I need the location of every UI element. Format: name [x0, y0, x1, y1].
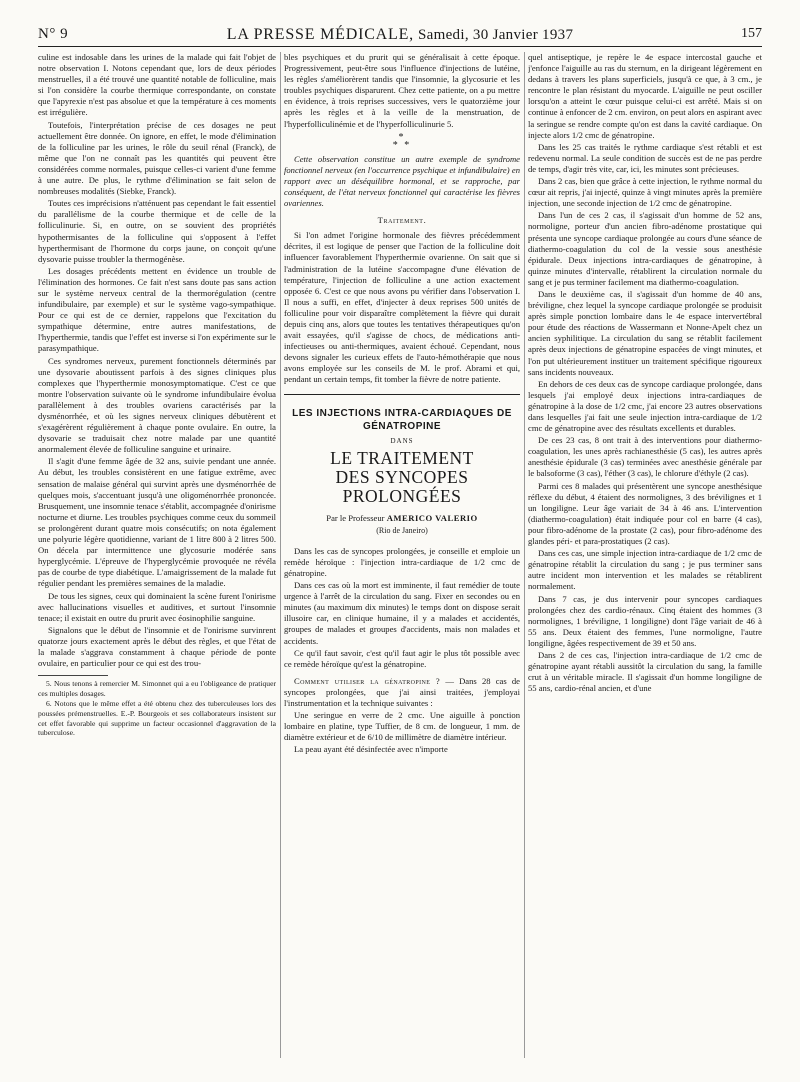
paragraph: En dehors de ces deux cas de syncope cardiaque prolongée, dans lesquels j'ai employé deux injections intra-cardiaques de génatropine à la dose de 1/2 cmc, j'ai encore 23 autres observations dans lesquelles j'ai fait une seule injection intra-cardiaque de 1/2 cmc de génatropine avec des résultats excellents et durables.: [528, 378, 762, 434]
section-asterism: * * *: [392, 131, 412, 151]
footnote: 6. Notons que le même effet a été obtenu chez des tuberculeuses lors des poussées prémenstruelles. E.-P. Bourgeois et ses collaborateurs insistent sur cet effet favorable qui supprime un facteur occasionnel d'aggravation de la tuberculose.: [38, 699, 276, 738]
paragraph: Les dosages précédents mettent en évidence un trouble de l'élimination des hormones. Ce fait n'est sans doute pas sans action sur le système nerveux central de la thermorégulation (centre infundibulaire, par exemple) et sur le système vago-sympathique. Pour ce qui est de ce dernier, rappelons que l'excitation du sympathique détermine, entre autres manifestations, de l'hyperthermie, tandis que l'effet est inverse si l'on expérimente sur le parasympathique.: [38, 265, 276, 354]
conclusion-italic: [284, 154, 520, 209]
paragraph: Parmi ces 8 malades qui présentèrent une syncope anesthésique réflexe du début, 4 étaient des normolignes, 3 des brévilignes et 1 un longiligne. Leur âge variait de 34 à 46 ans. L'intervention (diathermo-coagulation) était indiquée pour col en barre (4 cas), pour fibro-adénome de la prostate (2 cas), pour fibro-adénome des glandes péri- et para-prostatiques (2 cas).: [528, 480, 762, 547]
paragraph: De tous les signes, ceux qui dominaient la scène furent l'onirisme avec hallucinations visuelles et auditives, et surtout l'insomnie tenace; il existait en outre du prurit avec éosinophilie sanguine.: [38, 590, 276, 623]
paragraph: [284, 676, 520, 709]
column-2: [284, 52, 520, 1064]
paragraph: Dans 2 cas, bien que grâce à cette injection, le rythme normal du cœur ait repris, j'ai injecté, quinze à vingt minutes après la première injection, une seconde injection de 1/2 cmc de génatropine.: [528, 176, 762, 209]
paragraph: Dans 2 de ces cas, l'injection intra-cardiaque de 1/2 cmc de génatropine ayant rétabli aussitôt la circulation du sang, la famille crut à un véritable miracle. Il s'agissait d'un homme longiligne de 55 ans, cardio-rénal ancien, et d'une: [528, 649, 762, 694]
header-rule: [38, 46, 762, 47]
page-number: 157: [741, 26, 762, 41]
column-divider-1: [280, 52, 281, 1058]
footnote-rule: [38, 675, 108, 676]
paragraph: De ces 23 cas, 8 ont trait à des interventions pour diathermo-coagulation, les unes après rachianesthésie (5 cas), les autres après anesthésie épidurale (3 cas) terminées avec anesthésie générale par le balsoforme (3 cas), l'éther (3 cas), le chlorure d'éthyle (2 cas).: [528, 435, 762, 479]
paragraph: Dans 7 cas, je dus intervenir pour syncopes cardiaques prolongées chez des cardio-rénaux. Cinq étaient des hommes (3 normolignes, 1 bréviligne, 1 longiligne) dont l'âge variait de 46 à 55 ans. Deux étaient des femmes, l'une normoligne, l'autre longiligne, âgées respectivement de 39 et 50 ans.: [528, 593, 762, 648]
paragraph: bles psychiques et du prurit qui se généralisait à cette époque. Progressivement, peut-être sous l'influence d'injections de lutéine, les règles s'améliorèrent tandis que l'insomnie, la glycosurie et les troubles psychiques disparurent. Chez cette patiente, on a pu mettre en évidence, à trois reprises successives, vers le quatorzième jour après les règles et à la veille de la menstruation, de l'hyperfolliculinémie et de l'hyperfolliculinurie 5.: [284, 52, 520, 129]
paragraph: Signalons que le début de l'insomnie et de l'onirisme survinrent quatorze jours exactement après le début des règles, et que l'état de la malade s'aggrava constamment à chaque période de ponte ovulaire, en particulier pour ce qui est des trou-: [38, 624, 276, 669]
article-header: [284, 394, 520, 536]
author-place: (Rio de Janeiro): [376, 525, 428, 535]
paragraph: Dans les 25 cas traités le rythme cardiaque s'est rétabli et est redevenu normal. La seule condition de succès est de ne pas perdre de temps, d'agir très vite, car, ici, les minutes sont précieuses.: [528, 141, 762, 174]
paragraph: La peau ayant été désinfectée avec n'importe: [294, 744, 448, 755]
paragraph: Toutes ces imprécisions n'atténuent pas cependant le fait essentiel du parallélisme de la courbe thermique et de celle de la folliculinurie. Si, en outre, on se souvient des propriétés hypothermisantes de la folliculine qui s'opposent à l'effet hyperthermisant de l'hormone du corps jaune, on conçoit qu'une dysovarie puisse troubler la thermogénèse.: [38, 198, 276, 264]
paragraph: culine est indosable dans les urines de la malade qui fait l'objet de notre observation I. Notons cependant que, lors de deux périodes menstruelles, il a été trouvé une quantité notable de folliculine, mais si l'on considère la courbe thermique correspondante, on constate que l'apyrexie n'est pas absolue et que la température à ces moments est irrégulière.: [38, 52, 276, 118]
author-name: AMERICO VALERIO: [386, 512, 478, 523]
paragraph: Dans les cas de syncopes prolongées, je conseille et emploie un remède héroïque : l'injection intra-cardiaque de 1/2 cmc de génatropine.: [284, 545, 520, 578]
paragraph: Ce qu'il faut savoir, c'est qu'il faut agir le plus tôt possible avec ce remède héroïque qu'est la génatropine.: [284, 647, 520, 669]
journal-masthead: [38, 26, 762, 44]
section-heading-traitement: Traitement.: [377, 215, 427, 226]
column-1: [38, 52, 276, 1064]
subsection-heading: Comment utiliser la génatropine ?: [294, 675, 441, 686]
paragraph: Dans ces cas, une simple injection intra-cardiaque de 1/2 cmc de génatropine rétablit la circulation du sang ; je pus terminer sans autre incident mon intervention et les malades se rétablirent normalement.: [528, 548, 762, 592]
article-dans: DANS: [390, 436, 414, 445]
issue-date: Samedi, 30 Janvier 1937: [418, 27, 574, 43]
paragraph: Ces syndromes nerveux, purement fonctionnels déterminés par une dysovarie aboutissent parfois à des signes cliniques plus complexes que l'hyperthermie monosymptomatique. C'est ce que montre l'observation suivante où le syndrome infundibulaire évolua parallèlement à des troubles ovariens caractérisés par la dysménorrhée, et où les signes nerveux cliniques débutèrent et s'exagérèrent régulièrement à chaque ponte ovulaire. En outre, la dysovarie se traduisait chez notre malade par une quantité anormalement élevée de folliculine sanguine et urinaire.: [38, 355, 276, 455]
paragraph: Dans ces cas où la mort est imminente, il faut remédier de toute urgence à l'arrêt de la circulation du sang. Fixer en secondes ou en minutes (au maximum dix minutes) le temps dont on dispose serait illusoire car, en clinique humaine, il y a malades et accidentés, groupes de malades et groupes d'accidents, mais non malades et accidents.: [284, 580, 520, 646]
paragraph: Il s'agit d'une femme âgée de 32 ans, suivie pendant une année. Au début, les troubles consistèrent en une fatigue extrême, avec sensation de malaise général qui survint après une dysménorrhée de quelques mois, s'accentuant jusqu'à une oligoménorrhée prononcée. Brusquement, une insomnie tenace s'établit, accompagnée d'onirisme nocturne et diurne. Les troubles psychiques comme ceux du sommeil se prolongèrent durant quatre mois consécutifs; on nota également une polyurie légère quotidienne, variant de 1 litre 800 à 2 litres 500. On décela par intermittence une glycosurie modérée sans hyperglycémie. L'épreuve de l'hyperglycémie provoquée ne révéla pas de courbe de type diabétique. L'amaigrissement de la malade fut régulier pendant les premières semaines de la maladie.: [38, 456, 276, 589]
paragraph: Dans le deuxième cas, il s'agissait d'un homme de 40 ans, bréviligne, chez lequel la syncope cardiaque prolongée se produisit après simple ponction lombaire dans le 4e espace intervertébral pour étude des réactions de Wassermann et Nonne-Apelt chez un ancien syphilitique. La circulation du sang se rétablit facilement après deux injections de génatropine espacées de vingt minutes, et l'on put ultérieurement instituer un traitement spécifique rigoureux sans incidents nouveaux.: [528, 288, 762, 377]
author-prefix: Par le Professeur: [326, 512, 385, 523]
article-title-line-1: LE TRAITEMENT: [330, 447, 474, 468]
subsection-text: — Dans 28 cas de syncopes prolongées, que j'ai ainsi traitées, j'employai l'instrumentation et la technique suivantes :: [284, 675, 520, 709]
column-3: [528, 52, 762, 1064]
article-kicker: LES INJECTIONS INTRA-CARDIAQUES DE GÉNATROPINE: [292, 407, 512, 432]
paragraph: Si l'on admet l'origine hormonale des fièvres précédemment décrites, il est logique de penser que l'action de la folliculine doit influencer favorablement l'hyperthermie ovarienne. On sait que si l'administration de la lutéine s'accompagne d'une élévation de température, l'injection de folliculine a une action exactement opposée 6. C'est ce que nous avons pu vérifier dans l'observation I. Il nous a suffi, en effet, d'injecter à deux reprises 500 unités de folliculine pour voir disparaître complètement la fièvre qui durait depuis cinq ans, alors que toutes les tentatives thérapeutiques qu'on avait essayées, qu'il s'agisse de chocs, de médications anti-infectieuses ou anti-thermiques, avaient échoué. Cependant, nous devons signaler les curieux effets de l'auto-hémothérapie que nous avons employée sur les conseils de M. le prof. Abrami et qui, pendant un certain temps, fit tomber la fièvre de notre patiente.: [284, 230, 520, 385]
paragraph: Dans l'un de ces 2 cas, il s'agissait d'un homme de 52 ans, normoligne, porteur d'un ancien fibro-adénome prostatique qui présenta une syncope cardiaque prolongée au cours d'une séance de diathermo-coagulation du col de la vessie sous anesthésie épidurale. Deux injections intra-cardiaques de génatropine, à quinze minutes d'intervalle, rétablirent la circulation normale du sang et je pus terminer facilement ma diathermo-coagulation.: [528, 210, 762, 287]
footnotes: [38, 679, 276, 738]
article-byline: [284, 513, 520, 524]
paragraph: Cette observation constitue un autre exemple de syndrome fonctionnel nerveux (en l'occurrence psychique et infundibulaire) en rapport avec un déséquilibre hormonal, et se rapproche, par conséquent, de l'état nerveux fonctionnel qui caractérise les fièvres ovariennes.: [284, 153, 520, 209]
paragraph: Une seringue en verre de 2 cmc. Une aiguille à ponction lombaire en platine, type Tuffier, de 8 cm. de longueur, 1 mm. de diamètre extérieur et de 6/10 de millimètre de diamètre intérieur.: [284, 710, 520, 743]
paragraph: Toutefois, l'interprétation précise de ces dosages ne peut actuellement être donnée. On ignore, en effet, le mode d'élimination de la folliculine par les urines, le rôle du seuil rénal (Franck), de même que l'on ne connaît pas les quantités qui peuvent être considérées comme normales, puisque celles-ci varient d'une femme à une autre. De plus, le rythme d'élimination se fait selon de nombreuses modalités (Siebke, Franck).: [38, 119, 276, 197]
footnote: 5. Nous tenons à remercier M. Simonnet qui a eu l'obligeance de pratiquer ces multiples dosages.: [38, 679, 276, 698]
issue-number: N° 9: [38, 26, 69, 42]
column-divider-2: [524, 52, 525, 1058]
article-title-line-2: DES SYNCOPES PROLONGÉES: [335, 466, 469, 506]
journal-name: LA PRESSE MÉDICALE,: [226, 26, 414, 43]
running-header: [38, 26, 762, 44]
paragraph: quel antiseptique, je repère le 4e espace intercostal gauche et j'enfonce l'aiguille au ras du sternum, en la dirigeant légèrement en dedans à travers les plans superficiels, jusqu'à ce que, à 3 cm., je rencontre le plan résistant du myocarde. L'aiguille ne peut osciller lorsqu'on a atteint le cœur puisque celui-ci est arrêté. Mais si on continue à enfoncer de 2 cm. environ, on peut alors en aspirant avec la seringue se rendre compte qu'on est dans la cavité cardiaque. On injecte alors 1/2 cmc de génatropine.: [528, 52, 762, 140]
